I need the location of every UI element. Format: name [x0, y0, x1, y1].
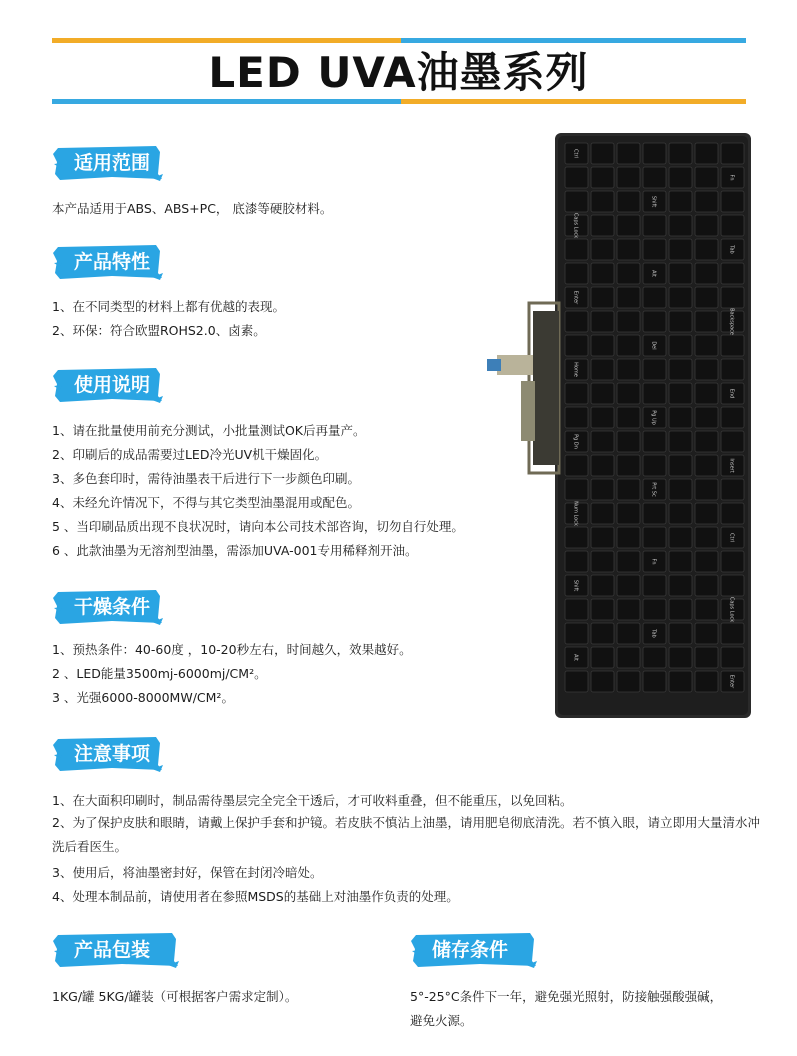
keyboard-key [643, 671, 666, 692]
keyboard-key [565, 311, 588, 332]
keyboard-key [695, 287, 718, 308]
keyboard-key [565, 527, 588, 548]
keyboard-key [617, 455, 640, 476]
keyboard-key [669, 359, 692, 380]
keyboard-key [695, 647, 718, 668]
keyboard-key [721, 575, 744, 596]
keyboard-key [695, 359, 718, 380]
keyboard-key [591, 431, 614, 452]
keyboard-key [721, 623, 744, 644]
keyboard-key [721, 215, 744, 236]
keyboard-key [721, 359, 744, 380]
keyboard-key [669, 527, 692, 548]
laptop-keyboard-photo [485, 133, 753, 718]
keyboard-key [565, 479, 588, 500]
keyboard-key [669, 167, 692, 188]
keyboard-key [565, 671, 588, 692]
drying-line-3: 3 、光强6000-8000MW/CM²。 [52, 690, 234, 705]
keyboard-key [643, 215, 666, 236]
keyboard-key [643, 383, 666, 404]
keyboard-key-label: Ctrl [728, 533, 735, 542]
keyboard-key [617, 167, 640, 188]
keyboard-key [565, 599, 588, 620]
keyboard-key [695, 575, 718, 596]
keyboard-key [669, 335, 692, 356]
keyboard-key [591, 647, 614, 668]
keyboard-key [721, 143, 744, 164]
keyboard-key [617, 311, 640, 332]
keyboard-key [591, 143, 614, 164]
usage-line-5: 5 、当印刷品质出现不良状况时，请向本公司技术部咨询，切勿自行处理。 [52, 519, 464, 534]
keyboard-key [591, 287, 614, 308]
notes-line-4: 4、处理本制品前，请使用者在参照MSDS的基础上对油墨作负责的处理。 [52, 889, 459, 904]
keyboard-key [695, 527, 718, 548]
keyboard-key [643, 599, 666, 620]
keyboard-key-label: Home [572, 362, 579, 377]
keyboard-key-label: Caps Lock [572, 212, 579, 239]
keyboard-key [695, 143, 718, 164]
features-line-1: 1、在不同类型的材料上都有优越的表现。 [52, 299, 285, 314]
keyboard-key [565, 167, 588, 188]
keyboard-key [617, 335, 640, 356]
keyboard-key [565, 239, 588, 260]
keyboard-key [669, 551, 692, 572]
section-tag-features [52, 243, 164, 281]
keyboard-key [617, 263, 640, 284]
title-underline [52, 99, 746, 104]
keyboard-key-label: Shift [650, 195, 657, 208]
section-tag-usage [52, 366, 164, 404]
keyboard-key [695, 239, 718, 260]
keyboard-key [695, 671, 718, 692]
page-title: LED UVA油墨系列 [208, 48, 589, 97]
storage-line-1: 5°-25°C条件下一年，避免强光照射，防接触强酸强碱， [410, 989, 723, 1004]
keyboard-key [669, 455, 692, 476]
keyboard-key [695, 311, 718, 332]
keyboard-key [565, 455, 588, 476]
scope-line-1: 本产品适用于ABS、ABS+PC， 底漆等硬胶材料。 [52, 201, 333, 216]
keyboard-key [617, 623, 640, 644]
keyboard-key [721, 191, 744, 212]
packaging-line-1: 1KG/罐 5KG/罐装（可根据客户需求定制）。 [52, 989, 298, 1004]
keyboard-key [695, 479, 718, 500]
keyboard-key [591, 263, 614, 284]
keyboard-key [617, 551, 640, 572]
keyboard-key [721, 263, 744, 284]
keyboard-key [643, 503, 666, 524]
keyboard-key [695, 503, 718, 524]
keyboard-key [591, 503, 614, 524]
keyboard-key [695, 455, 718, 476]
section-tag-scope [52, 144, 164, 182]
keyboard-key [617, 527, 640, 548]
keyboard-key [591, 335, 614, 356]
keyboard-key [695, 383, 718, 404]
keyboard-key-label: Insert [728, 458, 735, 473]
keyboard-key [669, 431, 692, 452]
keyboard-key [643, 527, 666, 548]
keyboard-key [695, 335, 718, 356]
keyboard-key [669, 503, 692, 524]
keyboard-key [669, 623, 692, 644]
ribbon-cable [487, 303, 559, 473]
keyboard-key [591, 455, 614, 476]
keyboard-key [695, 215, 718, 236]
keyboard-key [669, 647, 692, 668]
keyboard-key [591, 623, 614, 644]
usage-line-3: 3、多色套印时，需待油墨表干后进行下一步颜色印刷。 [52, 471, 360, 486]
keyboard-key [617, 191, 640, 212]
keyboard-key [591, 191, 614, 212]
usage-line-1: 1、请在批量使用前充分测试，小批量测试OK后再量产。 [52, 423, 366, 438]
section-heading: 适用范围 [74, 152, 151, 174]
keyboard-key [669, 239, 692, 260]
keyboard-key [643, 647, 666, 668]
keyboard-key [695, 263, 718, 284]
keyboard-key [721, 503, 744, 524]
section-heading: 注意事项 [74, 743, 151, 765]
keyboard-key [617, 503, 640, 524]
keyboard-key [669, 575, 692, 596]
keyboard-key [721, 431, 744, 452]
keyboard-key [617, 143, 640, 164]
keyboard-key [591, 671, 614, 692]
keyboard-key [643, 431, 666, 452]
keyboard-key [695, 191, 718, 212]
keyboard-key [643, 287, 666, 308]
keyboard-key [591, 479, 614, 500]
keyboard-key [669, 191, 692, 212]
keyboard-key [669, 407, 692, 428]
keyboard-illustration [485, 133, 753, 718]
keyboard-key [669, 263, 692, 284]
section-tag-notes [52, 735, 164, 773]
keyboard-key [565, 335, 588, 356]
keyboard-key [721, 335, 744, 356]
keyboard-key-label: Fn [650, 558, 657, 565]
keyboard-key [669, 143, 692, 164]
keyboard-key-label: Pg Up [650, 410, 657, 425]
keyboard-key [721, 407, 744, 428]
keyboard-key [591, 551, 614, 572]
keyboard-key-label: Prt Sc [650, 482, 657, 497]
keyboard-key [565, 623, 588, 644]
keyboard-key [565, 551, 588, 572]
keyboard-key [617, 215, 640, 236]
keyboard-key [617, 239, 640, 260]
keyboard-key [643, 311, 666, 332]
keyboard-key-label: Shift [572, 579, 579, 592]
notes-line-2: 2、为了保护皮肤和眼睛，请戴上保护手套和护镜。若皮肤不慎沾上油墨，请用肥皂彻底清洗。若不慎入眼，请立即用大量清水冲洗后看医生。 [52, 815, 760, 854]
keyboard-key-label: Num Lock [572, 501, 579, 526]
keyboard-key [617, 359, 640, 380]
keyboard-key [591, 359, 614, 380]
section-tag-drying [52, 588, 164, 626]
keyboard-key-label: Tab [650, 629, 657, 638]
keyboard-key [695, 599, 718, 620]
section-tag-storage [410, 931, 538, 969]
keyboard-key [565, 191, 588, 212]
keyboard-key [643, 143, 666, 164]
keyboard-key [591, 407, 614, 428]
keyboard-key [591, 575, 614, 596]
keyboard-key-label: Tab [728, 245, 735, 254]
keyboard-key [591, 527, 614, 548]
keyboard-key [669, 599, 692, 620]
notes-line-1: 1、在大面积印刷时，制品需待墨层完全完全干透后，才可收料重叠，但不能重压，以免回粘。 [52, 793, 573, 808]
keyboard-key [591, 311, 614, 332]
keyboard-key-label: Del [650, 341, 657, 350]
keyboard-key [565, 407, 588, 428]
keyboard-key [669, 383, 692, 404]
keyboard-key-label: Caps Lock [728, 596, 735, 623]
keyboard-key [617, 383, 640, 404]
keyboard-key [643, 575, 666, 596]
keyboard-key-label: End [728, 388, 735, 399]
keyboard-key [591, 239, 614, 260]
keyboard-key [695, 431, 718, 452]
keyboard-key [617, 671, 640, 692]
usage-line-2: 2、印刷后的成品需要过LED冷光UV机干燥固化。 [52, 447, 328, 462]
drying-line-1: 1、预热条件：40-60度 ，10-20秒左右，时间越久，效果越好。 [52, 642, 412, 657]
keyboard-key [669, 479, 692, 500]
keyboard-key [591, 167, 614, 188]
keyboard-key-label: Alt [572, 654, 579, 661]
keyboard-key-label: Ctrl [572, 149, 579, 158]
section-tag-packaging [52, 931, 180, 969]
section-heading: 产品特性 [74, 251, 151, 273]
keyboard-key [721, 647, 744, 668]
keyboard-key-label: Backspace [728, 308, 735, 335]
keyboard-key [617, 431, 640, 452]
notes-line-3: 3、使用后，将油墨密封好，保管在封闭冷暗处。 [52, 865, 323, 880]
keyboard-key [669, 671, 692, 692]
keyboard-key-label: Enter [728, 674, 735, 689]
keyboard-key [695, 551, 718, 572]
keyboard-key [617, 407, 640, 428]
keyboard-key [643, 455, 666, 476]
keyboard-key [643, 239, 666, 260]
keyboard-key [695, 407, 718, 428]
keyboard-key [643, 359, 666, 380]
section-heading: 产品包装 [74, 939, 151, 961]
keyboard-key [643, 167, 666, 188]
keyboard-key [617, 575, 640, 596]
keyboard-key [695, 167, 718, 188]
keyboard-key [617, 287, 640, 308]
keyboard-key [591, 215, 614, 236]
usage-line-4: 4、未经允许情况下，不得与其它类型油墨混用或配色。 [52, 495, 360, 510]
keyboard-key [591, 599, 614, 620]
keyboard-key [721, 479, 744, 500]
section-heading: 储存条件 [432, 939, 509, 961]
keyboard-key [721, 287, 744, 308]
keyboard-key-label: Pg Dn [572, 434, 579, 449]
keyboard-key [669, 287, 692, 308]
drying-line-2: 2 、LED能量3500mj-6000mj/CM²。 [52, 666, 267, 681]
keyboard-key [721, 551, 744, 572]
keyboard-key [565, 263, 588, 284]
top-rule [52, 38, 746, 43]
keyboard-key [565, 383, 588, 404]
section-heading: 使用说明 [74, 374, 151, 396]
keyboard-key [617, 647, 640, 668]
keyboard-key-label: Alt [650, 270, 657, 277]
keyboard-key [669, 215, 692, 236]
keyboard-key [591, 383, 614, 404]
keyboard-key [669, 311, 692, 332]
keyboard-key [695, 623, 718, 644]
keyboard-key-label: Fn [728, 174, 735, 181]
section-heading: 干燥条件 [74, 596, 151, 618]
features-line-2: 2、环保：符合欧盟ROHS2.0、卤素。 [52, 323, 266, 338]
keyboard-key-label: Enter [572, 290, 579, 305]
keyboard-key [617, 479, 640, 500]
keyboard-key [617, 599, 640, 620]
storage-line-2: 避免火源。 [410, 1013, 473, 1028]
usage-line-6: 6 、此款油墨为无溶剂型油墨，需添加UVA-001专用稀释剂开油。 [52, 543, 418, 558]
